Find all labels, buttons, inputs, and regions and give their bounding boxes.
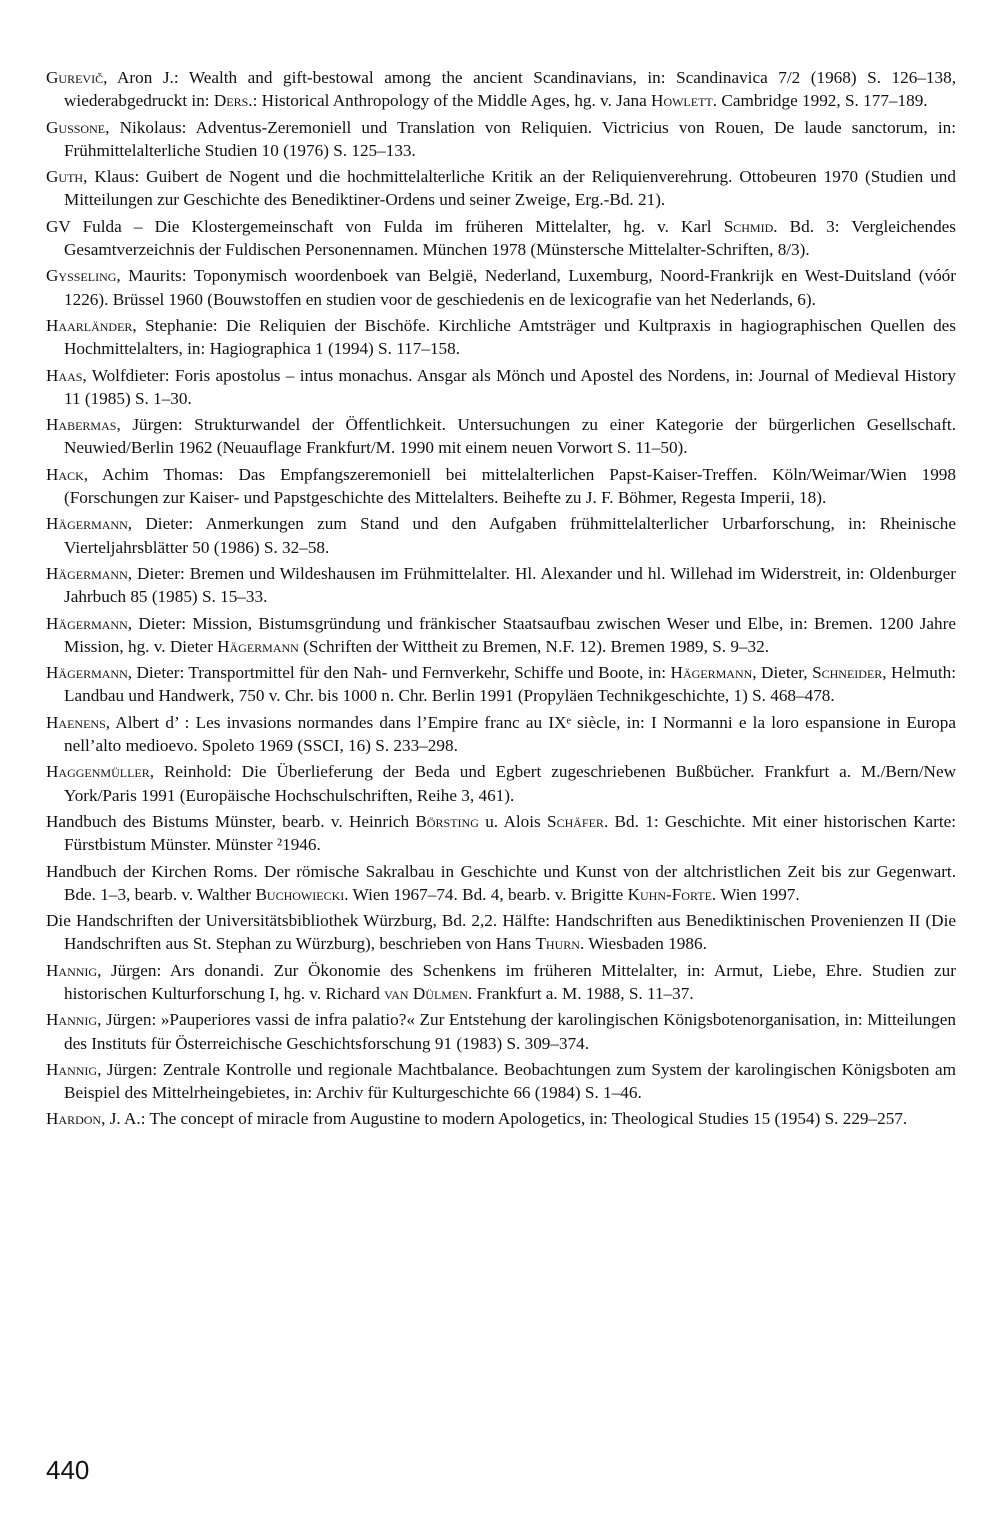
author-name: Guth — [46, 167, 84, 187]
entry-text: Die Handschriften der Universitätsbibliothek Würzburg, Bd. 2,2. Hälfte: Handschriften aus Benediktinischen Provenienzen II (Die Handschriften aus St. Stephan zu Würzburg), beschrieben von Hans — [46, 911, 956, 954]
bibliography-entry — [46, 860, 956, 907]
entry-text: u. Alois — [478, 811, 548, 831]
bibliography-entry — [46, 810, 956, 857]
entry-text: , Dieter: Transportmittel für den Nah- und Fernverkehr, Schiffe und Boote, in: — [127, 663, 671, 683]
entry-text: , Aron J.: Wealth and gift-bestowal among the ancient Scandinavians, in: Scandinavica 7/2 (1968) S. 126–138, wiederabgedruckt in: — [64, 68, 956, 111]
author-name: Gurevič — [46, 68, 104, 87]
bibliography-entry — [46, 760, 956, 807]
bibliography-list — [46, 66, 956, 1134]
bibliography-entry — [46, 909, 956, 956]
entry-text: , Dieter: Anmerkungen zum Stand und den Aufgaben frühmittelalterlicher Urbarforschung, in: Rheinische Vierteljahrsblätter 50 (1986) S. 32–58. — [64, 514, 956, 557]
bibliography-entry — [46, 165, 956, 212]
author-name: Haenens — [46, 712, 106, 732]
bibliography-entry — [46, 1008, 956, 1055]
entry-text: . Wien 1997. — [711, 884, 800, 904]
author-name: Hägermann — [46, 613, 128, 633]
author-name: Schneider — [812, 663, 883, 683]
entry-text: , J. A.: The concept of miracle from Augustine to modern Apologetics, in: Theological Studies 15 (1954) S. 229–257. — [101, 1109, 908, 1129]
entry-text: , Helmuth: Landbau und Handwerk, 750 v. Chr. bis 1000 n. Chr. Berlin 1991 (Propyläen Technikgeschichte, 1) S. 468–478. — [64, 663, 956, 706]
entry-text: , Jürgen: Strukturwandel der Öffentlichkeit. Untersuchungen zu einer Kategorie der bürgerlichen Gesellschaft. Neuwied/Berlin 1962 (Neuauflage Frankfurt/M. 1990 mit einem neuen Vorwort S. 11–50). — [64, 415, 956, 458]
author-name: Habermas — [46, 415, 117, 435]
entry-text: , Jürgen: Ars donandi. Zur Ökonomie des Schenkens im früheren Mittelalter, in: Armut, Liebe, Ehre. Studien zur historischen Kulturforschung I, hg. v. Richard — [64, 960, 956, 1003]
entry-text: . Bd. 3: Vergleichendes Gesamtverzeichnis der Fuldischen Personennamen. München 1978 (Münstersche Mittelalter-Schriften, 8/3). — [64, 216, 956, 260]
entry-text: : Historical Anthropology of the Middle Ages, hg. v. Jana — [252, 91, 652, 111]
entry-text: Handbuch der Kirchen Roms. Der römische Sakralbau in Geschichte und Kunst von der altchristlichen Zeit bis zur Gegenwart. Bde. 1–3, bearb. v. Walther — [46, 861, 956, 904]
bibliography-entry — [46, 959, 956, 1006]
entry-text: , Dieter, — [752, 663, 813, 683]
entry-text: , Reinhold: Die Überlieferung der Beda und Egbert zugeschriebenen Bußbücher. Frankfurt a. M./Bern/New York/Paris 1991 (Europäische Hochschulschriften, Reihe 3, 461). — [64, 762, 956, 805]
author-name: Hannig — [46, 1010, 98, 1030]
entry-text: , Jürgen: »Pauperiores vassi de infra palatio?« Zur Entstehung der karolingischen Königsbotenorganisation, in: Mitteilungen des Instituts für Österreichische Geschichtsforschung 91 (1983) S. 309–374. — [64, 1010, 956, 1053]
bibliography-entry — [46, 314, 956, 361]
entry-text: , Wolfdieter: Foris apostolus – intus monachus. Ansgar als Mönch und Apostel des Nordens, in: Journal of Medieval History 11 (1985) S. 1–30. — [64, 365, 956, 408]
entry-text: , Dieter: Bremen und Wildeshausen im Frühmittelalter. Hl. Alexander und hl. Willehad im Widerstreit, in: Oldenburger Jahrbuch 85 (1985) S. 15–33. — [64, 563, 956, 607]
author-name: Hägermann — [46, 514, 128, 534]
author-name: Hannig — [46, 960, 98, 980]
author-name: Hägermann — [670, 663, 753, 683]
author-name: Howlett — [651, 91, 713, 111]
bibliography-entry — [46, 116, 956, 163]
author-name: van Dülmen — [384, 983, 468, 1003]
bibliography-entry — [46, 612, 956, 659]
entry-text: , Jürgen: Zentrale Kontrolle und regionale Machtbalance. Beobachtungen zum System der karolingischen Königsboten am Beispiel des Mittelrheingebietes, in: Archiv für Kulturgeschichte 66 (1984) S. 1–46. — [64, 1059, 956, 1103]
author-name: Haarländer — [46, 315, 133, 335]
bibliography-entry — [46, 364, 956, 411]
author-name: Hack — [46, 464, 84, 484]
author-name: Kuhn-Forte — [627, 884, 712, 904]
bibliography-entry — [46, 463, 956, 510]
bibliography-entry — [46, 413, 956, 460]
author-name: Hardon — [46, 1109, 102, 1129]
entry-text: . Frankfurt a. M. 1988, S. 11–37. — [467, 983, 694, 1003]
entry-text: , Klaus: Guibert de Nogent und die hochmittelalterliche Kritik an der Reliquienverehrung. Ottobeuren 1970 (Studien und Mitteilungen zur Geschichte des Benediktiner-Ordens und seiner Zweige, Erg.-Bd. 21). — [64, 167, 956, 210]
bibliography-entry — [46, 711, 956, 758]
entry-text: , Achim Thomas: Das Empfangszeremoniell bei mittelalterlichen Papst-Kaiser-Treffen. Köln/Weimar/Wien 1998 (Forschungen zur Kaiser- und Papstgeschichte des Mittelalters. Beihefte zu J. F. Böhmer, Regesta Imperii, 18). — [64, 464, 956, 508]
entry-text: , Albert d’ : Les invasions normandes dans l’Empire franc au IXᵉ siècle, in: I Normanni e la loro espansione in Europa nell’alto medioevo. Spoleto 1969 (SSCI, 16) S. 233–298. — [64, 712, 956, 756]
entry-text: (Schriften der Wittheit zu Bremen, N.F. 12). Bremen 1989, S. 9–32. — [298, 636, 770, 656]
entry-text: , Nikolaus: Adventus-Zeremoniell und Translation von Reliquien. Victricius von Rouen, De laude sanctorum, in: Frühmittelalterliche Studien 10 (1976) S. 125–133. — [64, 117, 956, 160]
bibliography-entry — [46, 215, 956, 262]
bibliography-entry — [46, 512, 956, 559]
entry-text: , Maurits: Toponymisch woordenboek van België, Nederland, Luxemburg, Noord-Frankrijk en West-Duitsland (vóór 1226). Brüssel 1960 (Bouwstoffen en studien voor de geschiedenis en de lexicografie van het Nederlands, 6). — [64, 266, 956, 309]
entry-text: GV Fulda – Die Klostergemeinschaft von Fulda im früheren Mittelalter, hg. v. Karl — [46, 216, 724, 236]
bibliography-entry — [46, 661, 956, 708]
author-name: Gysseling — [46, 266, 117, 286]
entry-text: Handbuch des Bistums Münster, bearb. v. Heinrich — [46, 811, 416, 831]
author-name: Buchowiecki — [255, 884, 345, 904]
bibliography-entry — [46, 1058, 956, 1105]
entry-text: . Wiesbaden 1986. — [579, 934, 707, 954]
author-name: Hägermann — [46, 663, 128, 683]
author-name: Thurn — [535, 934, 580, 954]
author-name: Schmid — [723, 216, 774, 236]
author-name: Börsting — [415, 811, 479, 831]
author-name: Hägermann — [217, 636, 299, 656]
author-name: Haas — [46, 365, 83, 385]
entry-text: , Dieter: Mission, Bistumsgründung und fränkischer Staatsaufbau zwischen Weser und Elbe, in: Bremen. 1200 Jahre Mission, hg. v. Dieter — [64, 613, 956, 656]
bibliography-entry — [46, 1107, 956, 1130]
bibliography-entry — [46, 562, 956, 609]
entry-text: . Cambridge 1992, S. 177–189. — [712, 91, 928, 111]
entry-text: . Bd. 1: Geschichte. Mit einer historischen Karte: Fürstbistum Münster. Münster ²1946. — [64, 811, 957, 855]
author-name: Hannig — [46, 1059, 98, 1079]
author-name: Haggenmüller — [46, 762, 150, 782]
entry-text: . Wien 1967–74. Bd. 4, bearb. v. Brigitte — [344, 884, 628, 904]
author-name: Gussone — [46, 117, 106, 137]
bibliography-entry — [46, 264, 956, 311]
author-name: Hägermann — [46, 563, 128, 583]
author-name: Schäfer — [547, 811, 604, 831]
bibliography-entry — [46, 66, 956, 113]
page-number: 440 — [46, 1455, 90, 1485]
author-name: Ders. — [213, 91, 253, 111]
entry-text: , Stephanie: Die Reliquien der Bischöfe. Kirchliche Amtsträger und Kultpraxis in hagiographischen Quellen des Hochmittelalters, in: Hagiographica 1 (1994) S. 117–158. — [64, 315, 956, 359]
